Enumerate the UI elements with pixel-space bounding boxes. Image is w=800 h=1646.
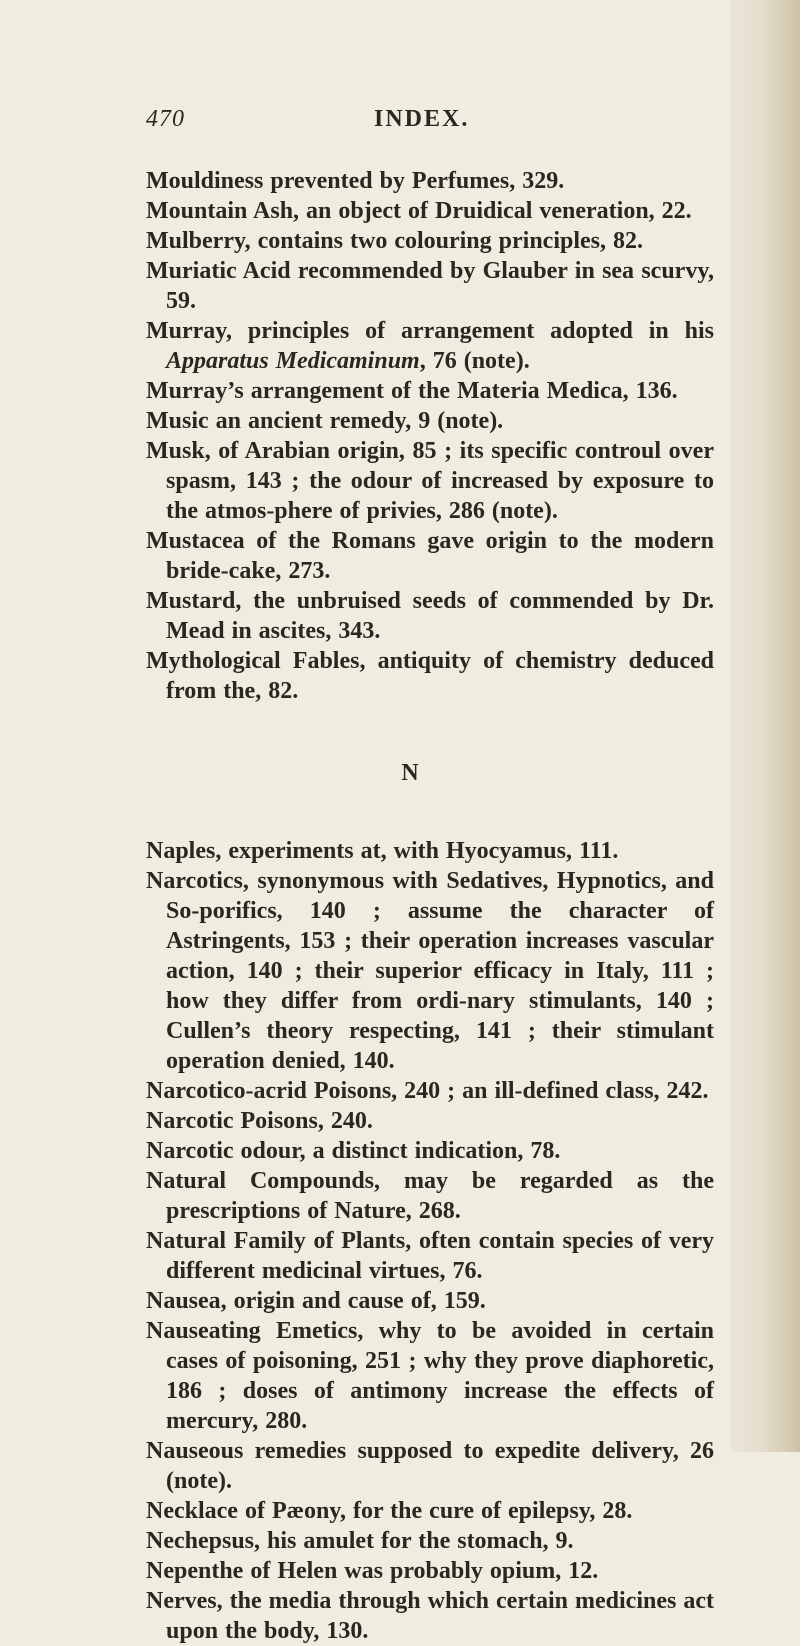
- index-entry: Muriatic Acid recommended by Glauber in sea scurvy, 59.: [146, 258, 714, 314]
- index-entry: Narcotics, synonymous with Sedatives, Hypnotics, and So-porifics, 140 ; assume the character of Astringents, 153 ; their operation increases vascular action, 140 ; their superior efficacy in Italy, 111 ; how they differ from ordi-nary stimulants, 140 ; Cullen’s theory respecting, 141 ; their stimulant operation denied, 140.: [146, 868, 714, 1074]
- index-entries: [146, 166, 714, 1646]
- index-entry: Musk, of Arabian origin, 85 ; its specific controul over spasm, 143 ; the odour of increased by exposure to the atmos-phere of privies, 286 (note).: [146, 438, 714, 524]
- index-entry: Murray, principles of arrangement adopted in his Apparatus Medicaminum, 76 (note).: [146, 318, 714, 374]
- index-entry: Mustacea of the Romans gave origin to the modern bride-cake, 273.: [146, 528, 714, 584]
- page-number: 470: [146, 106, 185, 132]
- index-entry: Mulberry, contains two colouring principles, 82.: [146, 228, 643, 254]
- index-entry: Nausea, origin and cause of, 159.: [146, 1288, 486, 1314]
- index-title: INDEX.: [374, 106, 470, 132]
- index-entry: Narcotic odour, a distinct indication, 78.: [146, 1138, 561, 1164]
- index-entry: Mythological Fables, antiquity of chemistry deduced from the, 82.: [146, 648, 714, 704]
- index-entry: Nauseous remedies supposed to expedite delivery, 26 (note).: [146, 1438, 714, 1494]
- index-entry: Natural Compounds, may be regarded as the prescriptions of Nature, 268.: [146, 1168, 714, 1224]
- index-entry: Mustard, the unbruised seeds of commended by Dr. Mead in ascites, 343.: [146, 588, 714, 644]
- index-entry: Nerves, the media through which certain medicines act upon the body, 130.: [146, 1588, 714, 1644]
- index-entry: Nechepsus, his amulet for the stomach, 9.: [146, 1528, 574, 1554]
- index-entry: Nepenthe of Helen was probably opium, 12.: [146, 1558, 599, 1584]
- running-head: [146, 106, 706, 136]
- index-entry: Mountain Ash, an object of Druidical veneration, 22.: [146, 198, 692, 224]
- index-entry: Mouldiness prevented by Perfumes, 329.: [146, 168, 565, 194]
- index-entry: Narcotico-acrid Poisons, 240 ; an ill-defined class, 242.: [146, 1078, 709, 1104]
- index-entry: Murray’s arrangement of the Materia Medica, 136.: [146, 378, 678, 404]
- book-title-italic: Apparatus Medicaminum: [166, 348, 420, 374]
- index-entry: Narcotic Poisons, 240.: [146, 1108, 373, 1134]
- index-entry: Necklace of Pæony, for the cure of epilepsy, 28.: [146, 1498, 633, 1524]
- index-entry: Natural Family of Plants, often contain species of very different medicinal virtues, 76.: [146, 1228, 714, 1284]
- section-letter: N: [401, 760, 419, 786]
- index-entry: Naples, experiments at, with Hyocyamus, 111.: [146, 838, 619, 864]
- index-entry: Nauseating Emetics, why to be avoided in certain cases of poisoning, 251 ; why they prove diaphoretic, 186 ; doses of antimony increase the effects of mercury, 280.: [146, 1318, 714, 1434]
- index-entry: Music an ancient remedy, 9 (note).: [146, 408, 504, 434]
